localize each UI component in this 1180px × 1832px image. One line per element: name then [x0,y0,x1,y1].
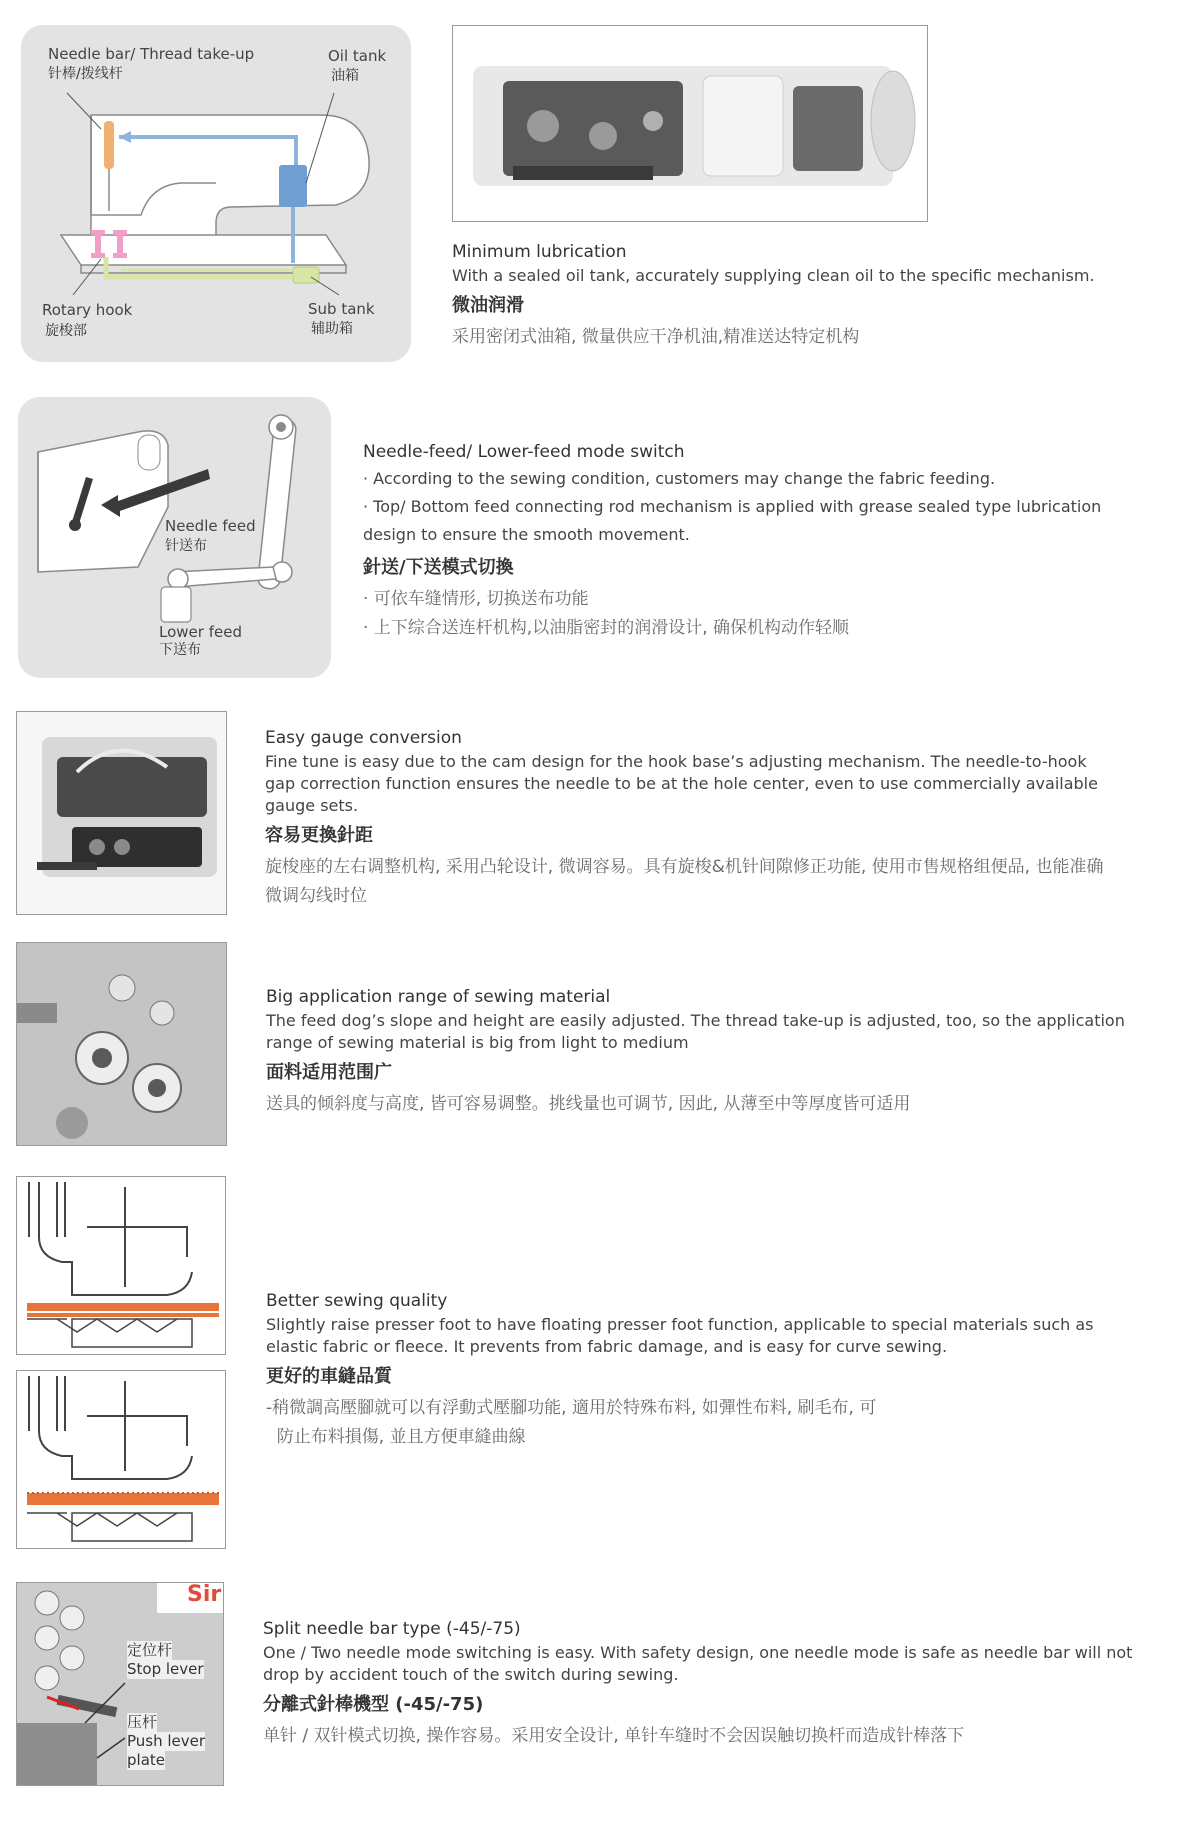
section-application-range [266,986,1126,1119]
split-needle-bar-photo [16,1582,224,1786]
section-desc-en: Slightly raise presser foot to have floating presser foot function, applicable to special materials such as elastic fabric or fleece. It prevents from fabric damage, and is easy for curve sewing. [266,1315,1094,1356]
section-bullet-en: · Top/ Bottom feed connecting rod mechanism is applied with grease sealed type lubrication [363,497,1102,516]
section-split-needle-bar [263,1618,1133,1751]
stop-lever-label-en: Stop lever [127,1660,204,1678]
section-better-sewing-quality [266,1290,1126,1452]
presser-foot-diagram-raised [16,1370,226,1549]
section-title-cn: 更好的車縫品質 [266,1366,392,1387]
section-title-en: Easy gauge conversion [265,728,462,748]
section-title-en: Big application range of sewing material [266,987,611,1007]
machine-top-view-photo [452,25,928,222]
needle-feed-label-cn: 针送布 [165,538,207,554]
lower-feed-label-en: Lower feed [159,623,242,641]
section-easy-gauge-conversion [265,727,1105,911]
sub-tank-marker [293,267,319,283]
rotary-hook-label-cn: 旋梭部 [45,323,87,339]
sub-tank-label-cn: 辅助箱 [311,321,353,337]
section-title-en: Better sewing quality [266,1291,448,1311]
section-title-en: Split needle bar type (-45/-75) [263,1619,521,1639]
section-title-cn: 針送/下送模式切換 [363,557,514,578]
presser-foot-diagram-lowered [16,1176,226,1355]
section-desc-cn: 旋梭座的左右调整机构, 采用凸轮设计, 微调容易。具有旋梭&机针间隙修正功能, 使用市售规格组便品, 也能准确微调勾线时位 [265,857,1104,906]
push-lever-label-cn: 压杆 [127,1713,158,1731]
section-bullet-cn: · 上下综合送连杆机构,以油脂密封的润滑设计, 确保机构动作轻顺 [363,618,850,638]
oil-circulation-diagram-panel [21,25,411,362]
presser-foot-outline [39,1237,192,1295]
lower-feed-label-cn: 下送布 [159,642,201,658]
rotary-hook-label-en: Rotary hook [42,301,133,319]
needle-bar-label-en: Needle bar/ Thread take-up [48,45,255,63]
fabric-layer [27,1493,219,1505]
section-feed-mode-switch [363,441,1163,643]
section-desc-en: The feed dog’s slope and height are easily adjusted. The thread take-up is adjusted, too, so the application range of sewing material is big from light to medium [266,1011,1125,1052]
push-lever-label-en-cont: plate [127,1751,165,1769]
section-title-cn: 容易更換針距 [265,825,373,846]
section-title-en: Minimum lubrication [452,242,627,262]
section-desc-cn: 单针 / 双针模式切换, 操作容易。采用安全设计, 单针车缝时不会因误触切换杆而造成针棒落下 [263,1726,965,1746]
section-desc-en: With a sealed oil tank, accurately supplying clean oil to the specific mechanism. [452,266,1095,285]
brand-logo-fragment: Sir [187,1582,222,1607]
sub-tank-label-en: Sub tank [308,300,375,318]
section-title-cn: 面料适用范围广 [266,1062,392,1083]
feed-mode-diagram-panel [18,397,331,678]
section-bullet-en-cont: design to ensure the smooth movement. [363,525,690,544]
section-bullet-en: · According to the sewing condition, customers may change the fabric feeding. [363,469,996,488]
needle-bar-marker [104,121,114,169]
section-title-cn: 微油润滑 [452,295,524,316]
section-desc-cn: 采用密闭式油箱, 微量供应干净机油,精准送达特定机构 [452,327,860,347]
section-title-en: Needle-feed/ Lower-feed mode switch [363,442,685,462]
oil-tank-label-cn: 油箱 [331,68,359,84]
section-desc-en: Fine tune is easy due to the cam design for the hook base’s adjusting mechanism. The needle-to-hook gap correction function ensures the needle to be at the hole center, even to use commercially available gauge sets. [265,752,1098,815]
section-title-cn: 分離式針棒機型 (-45/-75) [263,1694,484,1715]
fabric-layer [27,1303,219,1311]
section-desc-cn: 送具的倾斜度与高度, 皆可容易调整。挑线量也可调节, 因此, 从薄至中等厚度皆可适用 [266,1094,911,1114]
oil-tank-label-en: Oil tank [328,47,387,65]
push-lever-label-en: Push lever [127,1732,206,1750]
rotary-hook-marker [91,230,105,235]
stop-lever-label-cn: 定位杆 [127,1641,173,1659]
presser-foot-outline [39,1431,192,1479]
lower-feed-dog [161,587,191,622]
section-desc-cn-cont: 防止布料損傷, 並且方便車縫曲線 [266,1427,526,1447]
hook-base-photo [16,711,227,915]
needle-bar-label-cn: 针棒/拨线杆 [48,66,123,82]
feed-dog-adjust-photo [16,942,227,1146]
oil-tank-marker [279,165,307,207]
section-bullet-cn: · 可依车缝情形, 切换送布功能 [363,589,589,609]
section-desc-cn: -稍微調高壓腳就可以有浮動式壓腳功能, 適用於特殊布料, 如彈性布料, 刷毛布, 可 [266,1398,877,1418]
section-desc-en: One / Two needle mode switching is easy. With safety design, one needle mode is safe as needle bar will not drop by accident touch of the switch during sewing. [263,1643,1133,1684]
section-minimum-lubrication [452,241,1152,352]
needle-feed-label-en: Needle feed [165,517,256,535]
